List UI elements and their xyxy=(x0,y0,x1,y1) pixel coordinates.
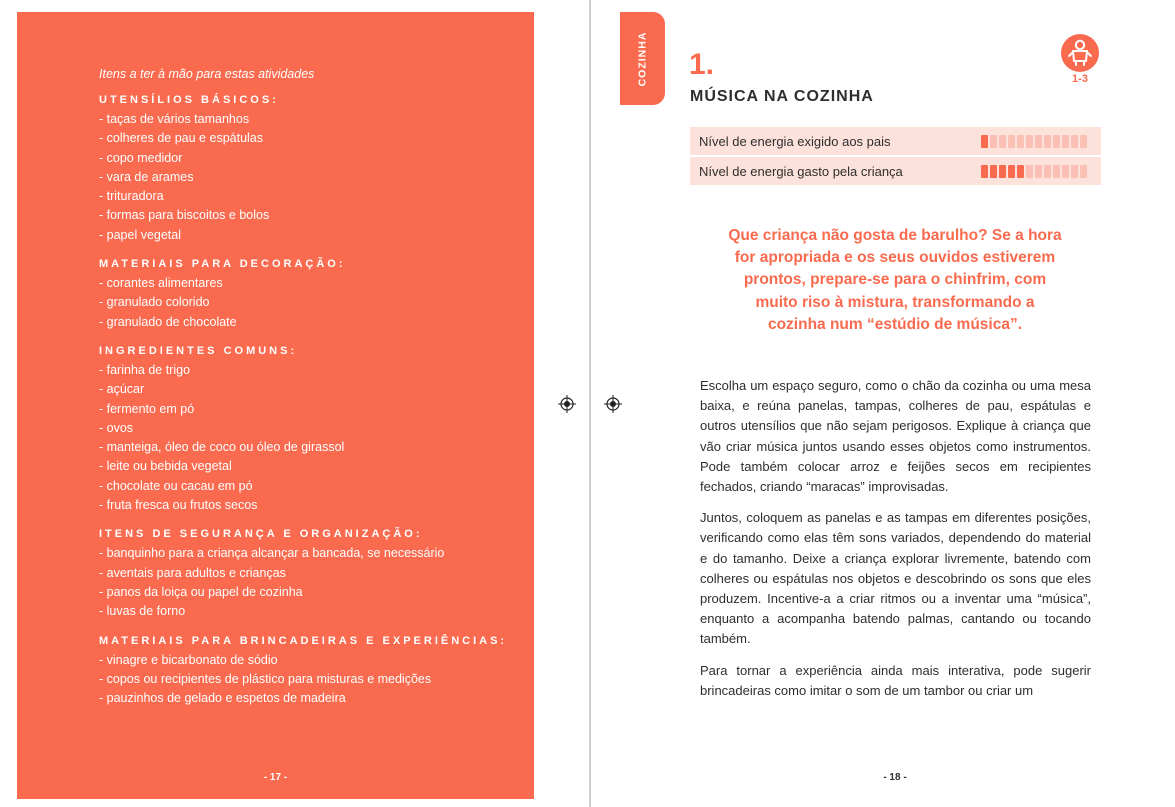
body-text xyxy=(700,376,1091,712)
supply-item: - panos da loiça ou papel de cozinha xyxy=(99,584,303,599)
supply-item: - farinha de trigo xyxy=(99,362,191,377)
supply-item: - aventais para adultos e crianças xyxy=(99,565,286,580)
section-heading: MATERIAIS PARA BRINCADEIRAS E EXPERIÊNCIAS: xyxy=(99,634,508,647)
energy-level-bar xyxy=(981,165,1089,178)
energy-segment-empty xyxy=(1017,135,1024,148)
supply-item: - colheres de pau e espátulas xyxy=(99,131,263,146)
sections-list xyxy=(99,92,519,708)
lead-line: muito riso à mistura, transformando a xyxy=(755,293,1035,311)
supply-item: - corantes alimentares xyxy=(99,276,223,291)
activity-title: MÚSICA NA COZINHA xyxy=(690,88,874,105)
energy-segment-filled xyxy=(1008,165,1015,178)
supply-item: - granulado colorido xyxy=(99,295,210,310)
energy-row-child xyxy=(690,157,1101,185)
supply-section xyxy=(99,92,519,245)
energy-segment-filled xyxy=(990,165,997,178)
chapter-tab-label: COZINHA xyxy=(636,31,649,86)
body-paragraph: Escolha um espaço seguro, como o chão da cozinha ou uma mesa baixa, e reúna panelas, tampas, colheres de pau, espátulas e outros utensílios que não sejam perigosos. Explique à criança que vão criar música juntos usando esses objetos como instrumentos. Pode também colocar arroz e feijões secos em recipientes fechados, criando “maracas” improvisadas. xyxy=(700,378,1091,495)
supply-section xyxy=(99,633,519,709)
energy-segment-filled xyxy=(999,165,1006,178)
energy-label: Nível de energia gasto pela criança xyxy=(699,163,903,179)
supply-item: - fermento em pó xyxy=(99,401,195,416)
left-page-content xyxy=(99,67,519,719)
lead-line: Que criança não gosta de barulho? Se a hora xyxy=(728,227,1062,244)
energy-level-bar xyxy=(981,135,1089,148)
lead-line: prontos, prepare-se para o chinfrim, com xyxy=(743,271,1047,289)
supply-item: - luvas de forno xyxy=(99,604,186,619)
energy-segment-filled xyxy=(981,135,988,148)
body-paragraph: Para tornar a experiência ainda mais interativa, pode sugerir brincadeiras como imitar o som de um tambor ou criar um xyxy=(700,662,1091,698)
energy-row-parents xyxy=(690,127,1101,155)
supply-item: - formas para biscoitos e bolos xyxy=(99,208,270,223)
energy-segment-empty xyxy=(1071,165,1078,178)
supply-item: - vinagre e bicarbonato de sódio xyxy=(99,652,278,667)
energy-segment-empty xyxy=(1062,135,1069,148)
supply-item: - granulado de chocolate xyxy=(99,314,237,329)
activity-number: 1. xyxy=(689,48,715,81)
energy-segment-empty xyxy=(1080,165,1087,178)
energy-label: Nível de energia exigido aos pais xyxy=(699,133,891,149)
supply-item: - vara de arames xyxy=(99,169,194,184)
supply-section xyxy=(99,526,519,621)
supply-item: - fruta fresca ou frutos secos xyxy=(99,498,258,513)
lead-line: for apropriada e os seus ouvidos estiverem xyxy=(734,249,1056,267)
supply-item: - papel vegetal xyxy=(99,227,182,242)
age-range-label: 1-3 xyxy=(1072,73,1088,85)
section-heading: MATERIAIS PARA DECORAÇÃO: xyxy=(99,258,346,271)
energy-segment-empty xyxy=(1071,135,1078,148)
section-heading: INGREDIENTES COMUNS: xyxy=(99,344,298,357)
energy-segment-empty xyxy=(1053,165,1060,178)
supply-item: - banquinho para a criança alcançar a bancada, se necessário xyxy=(99,546,445,561)
energy-segment-empty xyxy=(1026,135,1033,148)
page-number-left: - 17 - xyxy=(263,772,288,783)
supply-item: - trituradora xyxy=(99,189,164,204)
energy-segment-empty xyxy=(1053,135,1060,148)
supply-item: - ovos xyxy=(99,420,134,435)
supply-section xyxy=(99,343,519,515)
energy-segment-empty xyxy=(1062,165,1069,178)
energy-segment-empty xyxy=(1044,135,1051,148)
intro-text: Itens a ter à mão para estas atividades xyxy=(99,67,315,81)
supply-item: - manteiga, óleo de coco ou óleo de girassol xyxy=(99,440,345,455)
supply-item: - pauzinhos de gelado e espetos de madeira xyxy=(99,691,346,706)
left-page xyxy=(17,12,534,799)
registration-mark-icon xyxy=(558,395,576,413)
section-heading: UTENSÍLIOS BÁSICOS: xyxy=(99,94,279,106)
body-paragraph: Juntos, coloquem as panelas e as tampas em diferentes posições, verificando como elas têm sons variados, dependendo do material e do tamanho. Deixe a criança explorar livremente, batendo com colheres ou espátulas nos objetos e descobrindo os sons que eles produzem. Incentive-a a criar ritmos ou a inventar uma “música”, enquanto a acompanha batendo palmas, cantando ou tocando também. xyxy=(700,510,1091,647)
energy-segment-empty xyxy=(1008,135,1015,148)
supply-item: - chocolate ou cacau em pó xyxy=(99,478,253,493)
lead-line: cozinha num “estúdio de música”. xyxy=(767,315,1023,333)
energy-segment-empty xyxy=(999,135,1006,148)
energy-segment-empty xyxy=(1035,135,1042,148)
supply-item: - leite ou bebida vegetal xyxy=(99,459,232,474)
registration-mark-icon xyxy=(604,395,622,413)
energy-segment-empty xyxy=(1035,165,1042,178)
supply-item: - açúcar xyxy=(99,382,145,397)
baby-icon xyxy=(1061,34,1099,72)
page-number-right: - 18 - xyxy=(883,772,907,783)
energy-segment-filled xyxy=(981,165,988,178)
energy-segment-empty xyxy=(990,135,997,148)
energy-segment-empty xyxy=(1044,165,1051,178)
energy-segment-filled xyxy=(1017,165,1024,178)
energy-segment-empty xyxy=(1080,135,1087,148)
energy-segment-empty xyxy=(1026,165,1033,178)
section-heading: ITENS DE SEGURANÇA E ORGANIZAÇÃO: xyxy=(99,528,423,541)
book-spine xyxy=(589,0,591,807)
chapter-tab xyxy=(620,12,665,105)
supply-section xyxy=(99,256,519,332)
supply-item: - taças de vários tamanhos xyxy=(99,112,250,126)
supply-item: - copo medidor xyxy=(99,150,183,165)
lead-paragraph xyxy=(705,225,1085,336)
supply-item: - copos ou recipientes de plástico para misturas e medições xyxy=(99,671,432,686)
